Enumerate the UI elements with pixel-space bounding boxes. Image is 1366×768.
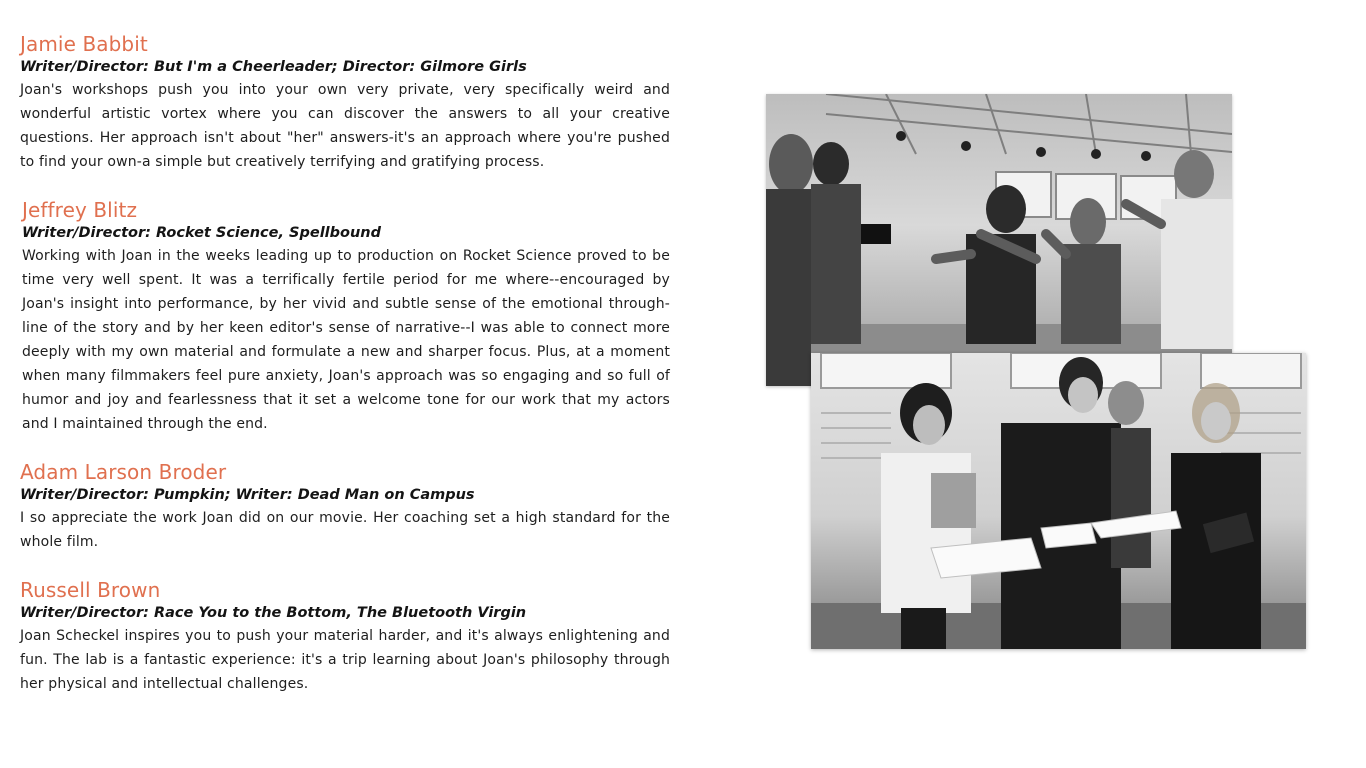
testimonial-quote: I so appreciate the work Joan did on our movie. Her coaching set a high standard for the whole film. [20, 510, 670, 550]
testimonial-jamie-babbit [20, 30, 670, 174]
testimonial-credits: Writer/Director: But I'm a Cheerleader; Director: Gilmore Girls [20, 59, 527, 75]
testimonial-quote: Working with Joan in the weeks leading up to production on Rocket Science proved to be time very well spent. It was a terrifically fertile period for me where--encouraged by Joan's insight into performance, by her vivid and subtle sense of the emotional through-line of the story and by her keen editor's sense of narrative--I was able to connect more deeply with my own material and formulate a new and sharper focus. Plus, at a moment when many filmmakers feel pure anxiety, Joan's approach was so engaging and so full of humor and joy and fearlessness that it set a welcome tone for our work that my actors and I maintained through the end. [22, 248, 670, 432]
workshop-photo-script-reading [811, 353, 1306, 649]
testimonials-column [20, 30, 670, 696]
testimonial-jeffrey-blitz [20, 196, 670, 436]
testimonial-adam-larson-broder [20, 458, 670, 554]
testimonial-name: Jamie Babbit [20, 32, 148, 56]
testimonial-name: Adam Larson Broder [20, 460, 227, 484]
testimonial-quote: Joan Scheckel inspires you to push your material harder, and it's always enlightening and fun. The lab is a fantastic experience: it's a trip learning about Joan's philosophy through her physical and intellectual challenges. [20, 628, 670, 692]
testimonial-russell-brown [20, 576, 670, 696]
testimonial-name: Russell Brown [20, 578, 161, 602]
testimonial-credits: Writer/Director: Rocket Science, Spellbound [22, 225, 382, 241]
testimonial-quote: Joan's workshops push you into your own very private, very specifically weird and wonderful artistic vortex where you can discover the answers to all your creative questions. Her approach isn't about "her" answers-it's an approach where you're pushed to find your own-a simple but creatively terrifying and gratifying process. [20, 82, 670, 170]
workshop-photo-rehearsal-studio-illustration [766, 94, 1232, 386]
workshop-photo-rehearsal-studio [766, 94, 1232, 386]
testimonial-credits: Writer/Director: Pumpkin; Writer: Dead Man on Campus [20, 487, 475, 503]
testimonial-credits: Writer/Director: Race You to the Bottom, The Bluetooth Virgin [20, 605, 527, 621]
workshop-photo-script-reading-illustration [811, 353, 1306, 649]
testimonial-name: Jeffrey Blitz [22, 198, 138, 222]
